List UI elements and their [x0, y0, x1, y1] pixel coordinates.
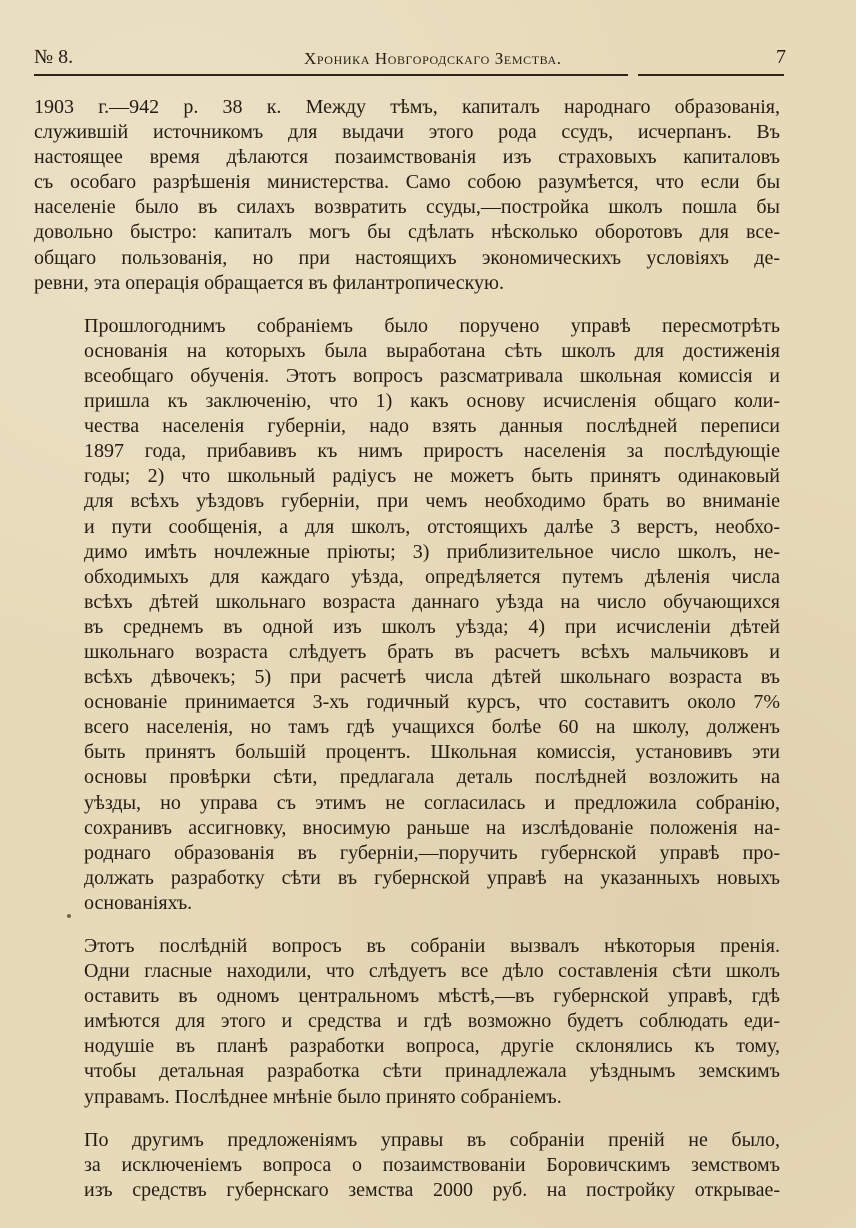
paragraph-2 [34, 314, 780, 916]
text-line: населеніе было въ силахъ возвратить ссуды,—постройка школъ пошла бы [34, 196, 780, 219]
text-line: сохранивъ ассигновку, вносимую раньше на изслѣдованіе положенія на- [84, 816, 780, 839]
text-line: уѣзды, но управа съ этимъ не согласилась и предложила собранію, [84, 791, 780, 814]
body-text [34, 95, 780, 1221]
text-line: 1903 г.—942 р. 38 к. Между тѣмъ, капиталъ народнаго образованія, [34, 96, 780, 118]
text-line: служившій источникомъ для выдачи этого рода ссудъ, исчерпанъ. Въ [34, 121, 780, 144]
text-line: основаніяхъ. [84, 891, 193, 914]
text-line: должать разработку сѣти въ губернской управѣ на указанныхъ новыхъ [84, 866, 780, 889]
running-title: Хроника Новгородскаго Земства. [304, 49, 562, 68]
text-line: общаго пользованія, но при настоящихъ экономическихъ условіяхъ де- [34, 246, 780, 269]
page-header [34, 46, 786, 82]
issue-number: № 8. [34, 46, 74, 68]
text-line: за исключеніемъ вопроса о позаимствованіи Боровичскимъ земствомъ [84, 1153, 780, 1176]
header-rule-left [34, 74, 628, 76]
text-line: пришла къ заключенію, что 1) какъ основу исчисленія общаго коли- [84, 390, 780, 413]
text-line: Прошлогоднимъ собраніемъ было поручено управѣ пересмотрѣть [84, 314, 780, 337]
text-line: По другимъ предложеніямъ управы въ собраніи преній не было, [84, 1128, 780, 1151]
text-line: быть принятъ большій процентъ. Школьная комиссія, установивъ эти [84, 741, 780, 764]
text-line: димо имѣть ночлежные пріюты; 3) приблизительное число школъ, не- [84, 540, 780, 563]
text-line: всего населенія, но тамъ гдѣ учащихся болѣе 60 на школу, долженъ [84, 716, 780, 739]
text-line: ревни, эта операція обращается въ филантропическую. [34, 271, 504, 294]
text-line: настоящее время дѣлаются позаимствованія изъ страховыхъ капиталовъ [34, 146, 780, 169]
text-line: съ особаго разрѣшенія министерства. Само собою разумѣется, что если бы [34, 171, 780, 194]
paragraph-3 [34, 934, 780, 1110]
text-line: всѣхъ дѣтей школьнаго возраста даннаго уѣзда на число обучающихся [84, 590, 780, 613]
text-line: Этотъ послѣдній вопросъ въ собраніи вызвалъ нѣкоторыя пренія. [84, 935, 780, 957]
text-line: Одни гласные находили, что слѣдуетъ все дѣло составленія сѣти школъ [84, 960, 780, 983]
text-line: основы провѣрки сѣти, предлагала деталь послѣдней возложить на [84, 766, 780, 789]
text-line: довольно быстро: капиталъ могъ бы сдѣлать нѣсколько оборотовъ для все- [34, 221, 780, 244]
text-line: чества населенія губерніи, надо взять данныя послѣдней переписи [84, 415, 780, 438]
paragraph-4 [34, 1128, 780, 1203]
text-line: всеобщаго обученія. Этотъ вопросъ разсматривала школьная комиссія и [84, 364, 780, 387]
text-line: всѣхъ дѣвочекъ; 5) при расчетѣ числа дѣтей школьнаго возраста въ [84, 666, 780, 689]
text-line: имѣются для этого и средства и гдѣ возможно будетъ соблюдать еди- [84, 1010, 780, 1033]
text-line: чтобы детальная разработка сѣти принадлежала уѣзднымъ земскимъ [84, 1060, 780, 1083]
text-line: управамъ. Послѣднее мнѣніе было принято собраніемъ. [84, 1085, 562, 1108]
text-line: изъ средствъ губернскаго земства 2000 руб. на постройку открывае- [84, 1178, 780, 1201]
ink-mark [67, 914, 71, 918]
paragraph-1 [34, 95, 780, 296]
text-line: для всѣхъ уѣздовъ губерніи, при чемъ необходимо брать во вниманіе [84, 490, 780, 513]
text-line: годы; 2) что школьный радіусъ не можетъ быть принятъ одинаковый [84, 465, 780, 488]
text-line: нодушіе въ планѣ разработки вопроса, другіе склонялись къ тому, [84, 1035, 780, 1058]
text-line: школьнаго возраста слѣдуетъ брать въ расчетъ всѣхъ мальчиковъ и [84, 640, 780, 663]
text-line: основанія на которыхъ была выработана сѣть школъ для достиженія [84, 339, 780, 362]
text-line: обходимыхъ для каждаго уѣзда, опредѣляется путемъ дѣленія числа [84, 565, 780, 588]
text-line: въ среднемъ въ одной изъ школъ уѣзда; 4) при исчисленіи дѣтей [84, 615, 780, 638]
text-line: основаніе принимается 3-хъ годичный курсъ, что составитъ около 7% [84, 691, 780, 714]
page-number: 7 [776, 46, 786, 68]
text-line: роднаго образованія въ губерніи,—поручить губернской управѣ про- [84, 841, 780, 864]
text-line: и пути сообщенія, а для школъ, отстоящихъ далѣе 3 верстъ, необхо- [84, 515, 780, 538]
text-line: оставить въ одномъ центральномъ мѣстѣ,—въ губернской управѣ, гдѣ [84, 985, 780, 1008]
header-rule-right [638, 74, 784, 76]
text-line: 1897 года, прибавивъ къ нимъ приростъ населенія за послѣдующіе [84, 440, 780, 463]
